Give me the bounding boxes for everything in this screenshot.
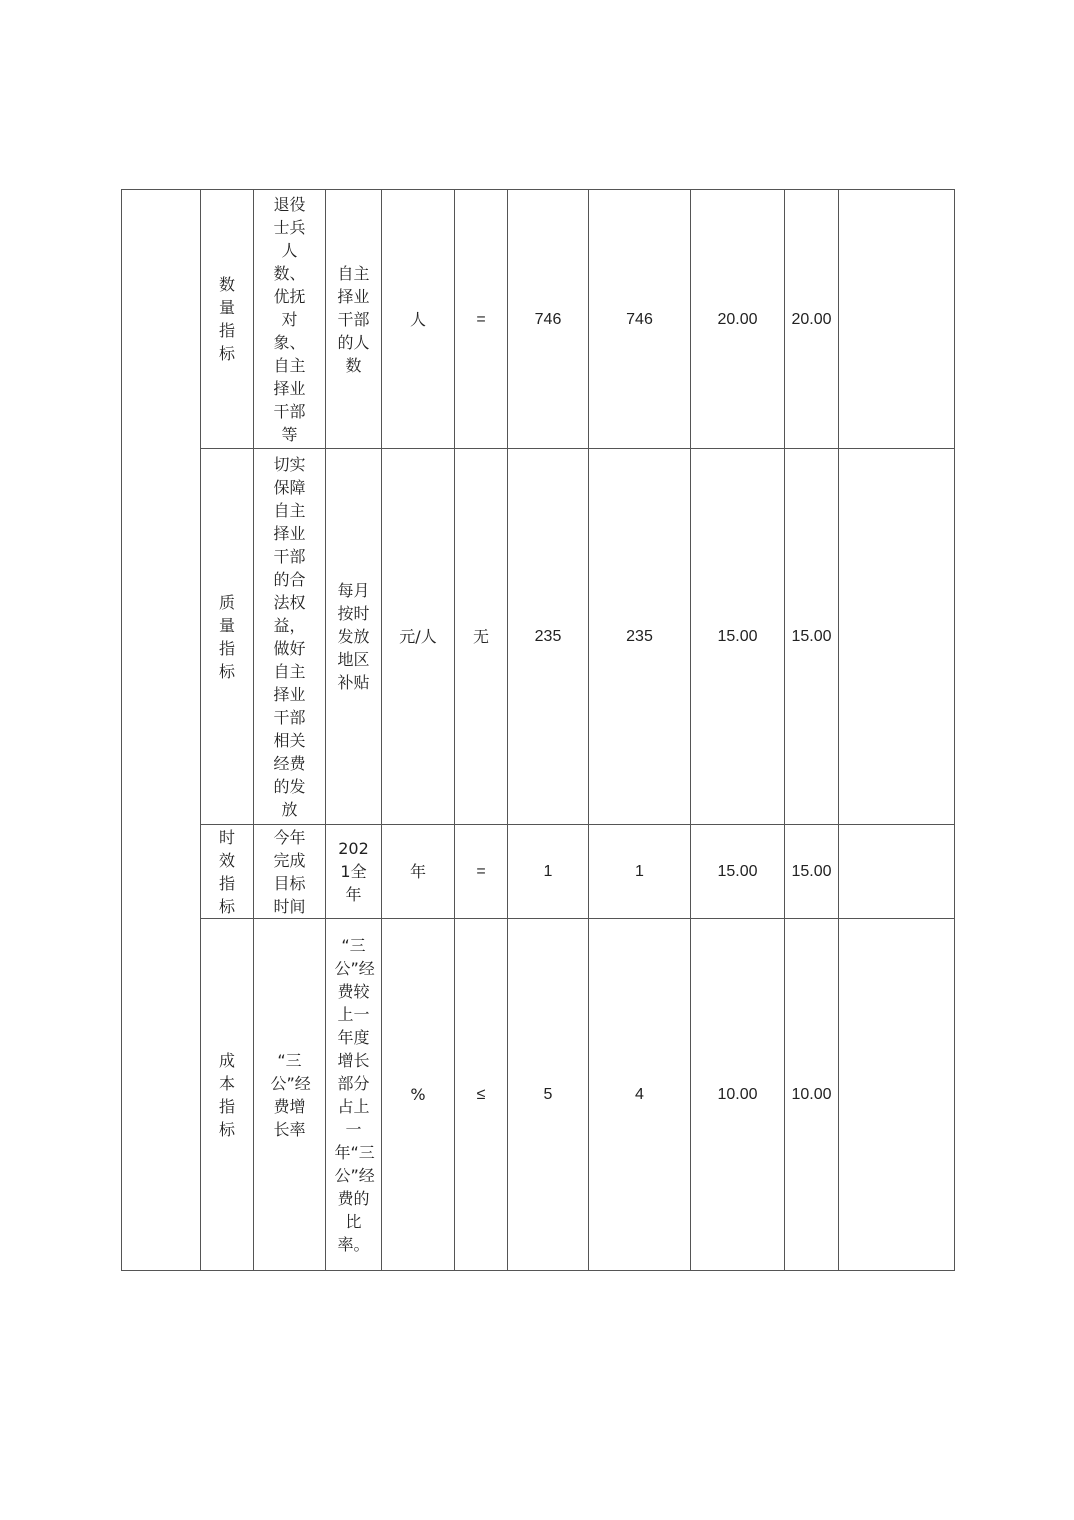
indicator-content-cell: 每月按时发放地区补贴 bbox=[326, 449, 382, 825]
operator-cell: = bbox=[455, 825, 508, 919]
actual-value-cell: 746 bbox=[589, 190, 691, 449]
weight-cell: 20.00 bbox=[691, 190, 785, 449]
remark-cell bbox=[839, 825, 955, 919]
target-value-cell: 235 bbox=[508, 449, 589, 825]
indicator-content-cell: 2021全年 bbox=[326, 825, 382, 919]
operator-cell: ≤ bbox=[455, 919, 508, 1271]
operator-cell: 无 bbox=[455, 449, 508, 825]
operator-cell: = bbox=[455, 190, 508, 449]
indicator-category-cell: 质量指标 bbox=[201, 449, 254, 825]
remark-cell bbox=[839, 919, 955, 1271]
secondary-indicator-cell: 退役士兵人数、优抚对象、自主择业干部等 bbox=[254, 190, 326, 449]
table-row bbox=[122, 190, 955, 449]
score-cell: 10.00 bbox=[785, 919, 839, 1271]
weight-cell: 15.00 bbox=[691, 825, 785, 919]
unit-cell: 年 bbox=[382, 825, 455, 919]
table-row bbox=[122, 919, 955, 1271]
remark-cell bbox=[839, 190, 955, 449]
weight-cell: 10.00 bbox=[691, 919, 785, 1271]
unit-cell: 元/人 bbox=[382, 449, 455, 825]
secondary-indicator-cell: “三公”经费增长率 bbox=[254, 919, 326, 1271]
target-value-cell: 746 bbox=[508, 190, 589, 449]
indicator-category-cell: 成本指标 bbox=[201, 919, 254, 1271]
secondary-indicator-cell: 今年完成目标时间 bbox=[254, 825, 326, 919]
performance-indicator-table bbox=[121, 189, 955, 1271]
score-cell: 15.00 bbox=[785, 825, 839, 919]
merged-first-column-cell bbox=[122, 190, 201, 1271]
target-value-cell: 1 bbox=[508, 825, 589, 919]
indicator-category-cell: 数量指标 bbox=[201, 190, 254, 449]
unit-cell: % bbox=[382, 919, 455, 1271]
weight-cell: 15.00 bbox=[691, 449, 785, 825]
unit-cell: 人 bbox=[382, 190, 455, 449]
table-row bbox=[122, 449, 955, 825]
actual-value-cell: 235 bbox=[589, 449, 691, 825]
target-value-cell: 5 bbox=[508, 919, 589, 1271]
indicator-category-cell: 时效指标 bbox=[201, 825, 254, 919]
actual-value-cell: 1 bbox=[589, 825, 691, 919]
table-row bbox=[122, 825, 955, 919]
indicator-content-cell: “三公”经费较上一年度增长部分占上一年“三公”经费的比率。 bbox=[326, 919, 382, 1271]
secondary-indicator-cell: 切实保障自主择业干部的合法权益，做好自主择业干部相关经费的发放 bbox=[254, 449, 326, 825]
indicator-content-cell: 自主择业干部的人数 bbox=[326, 190, 382, 449]
actual-value-cell: 4 bbox=[589, 919, 691, 1271]
score-cell: 15.00 bbox=[785, 449, 839, 825]
score-cell: 20.00 bbox=[785, 190, 839, 449]
remark-cell bbox=[839, 449, 955, 825]
